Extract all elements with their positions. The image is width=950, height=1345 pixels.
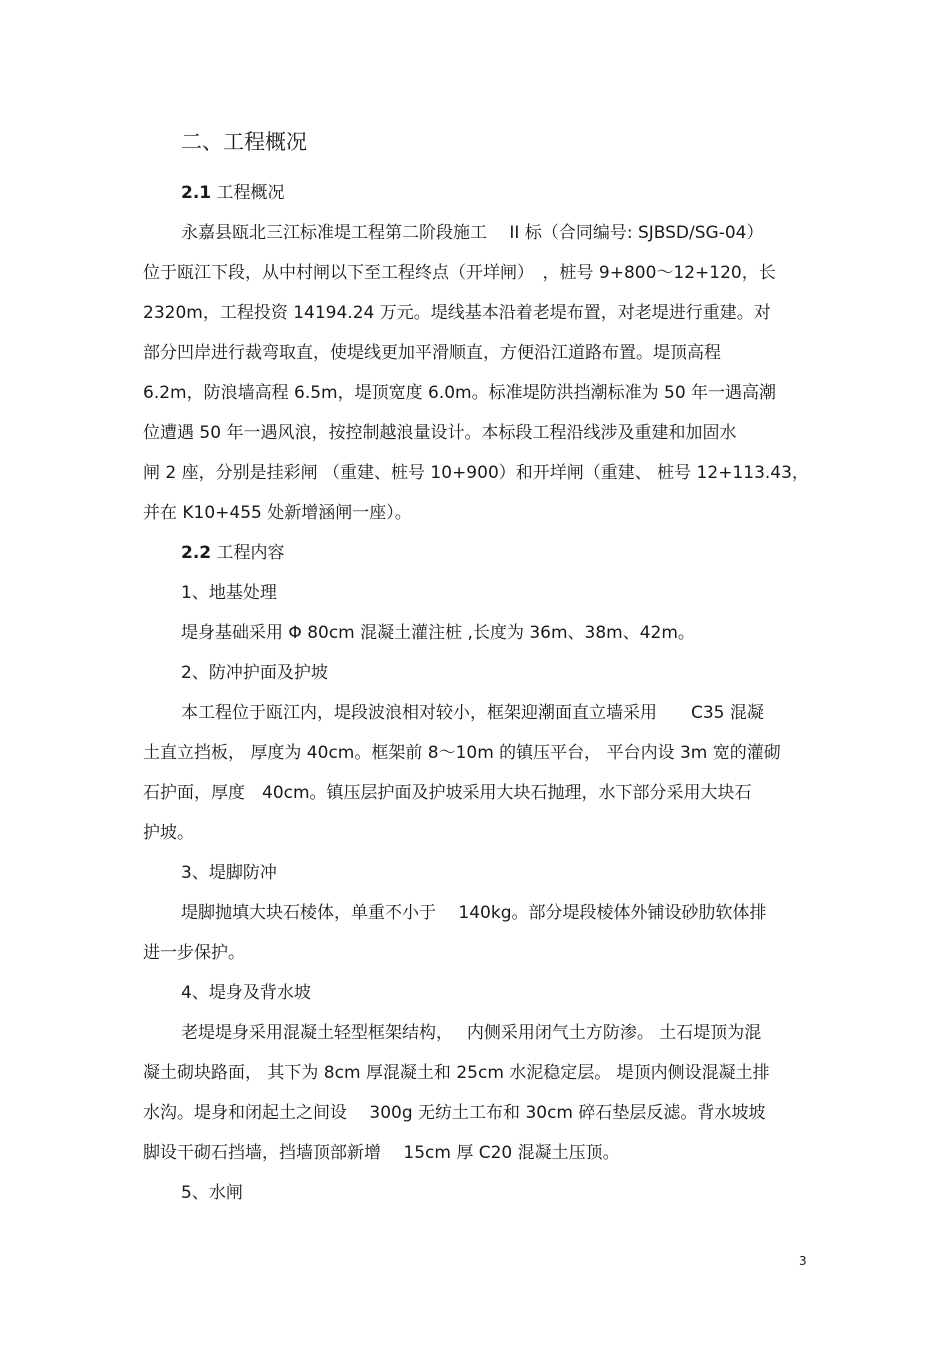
paragraph-line: 部分凹岸进行裁弯取直，使堤线更加平滑顺直，方便沿江道路布置。堤顶高程 [143,343,721,363]
paragraph-line: 堤身基础采用 Φ 80cm 混凝土灌注桩 ,长度为 36m、38m、42m。 [181,623,695,643]
page-number: 3 [799,1254,807,1268]
item-heading: 1、地基处理 [181,583,277,603]
paragraph-line: 6.2m，防浪墙高程 6.5m，堤顶宽度 6.0m。标准堤防洪挡潮标准为 50 年一遇高潮 [143,383,777,403]
subsection-2-1-heading [181,182,285,204]
paragraph-line: 位于瓯江下段，从中村闸以下至工程终点（开垟闸） ，桩号 9+800～12+120，长 [143,263,776,283]
paragraph-line: 永嘉县瓯北三江标准堤工程第二阶段施工 II 标（合同编号: SJBSD/SG-04） [181,223,764,243]
paragraph-line: 水沟。堤身和闭起土之间设 300g 无纺土工布和 30cm 碎石垫层反滤。背水坡坡 [143,1103,766,1123]
subsection-number: 2.1 [181,183,212,203]
paragraph-line: 老堤堤身采用混凝土轻型框架结构， 内侧采用闭气土方防渗。 土石堤顶为混 [181,1023,762,1043]
paragraph-line: 2320m，工程投资 14194.24 万元。堤线基本沿着老堤布置，对老堤进行重建。对 [143,303,771,323]
paragraph-line: 闸 2 座，分别是挂彩闸 （重建、桩号 10+900）和开垟闸（重建、 桩号 12+113.43， [143,463,809,483]
paragraph-line: 位遭遇 50 年一遇风浪，按控制越浪量设计。本标段工程沿线涉及重建和加固水 [143,423,737,443]
paragraph-line: 护坡。 [143,823,194,843]
paragraph-line: 进一步保护。 [143,943,245,963]
paragraph-line: 并在 K10+455 处新增涵闸一座）。 [143,503,412,523]
item-heading: 2、防冲护面及护坡 [181,663,328,683]
paragraph-line: 脚设干砌石挡墙，挡墙顶部新增 15cm 厚 C20 混凝土压顶。 [143,1143,620,1163]
item-heading: 4、堤身及背水坡 [181,983,311,1003]
paragraph-line: 石护面，厚度 40cm。镇压层护面及护坡采用大块石抛理，水下部分采用大块石 [143,783,752,803]
subsection-title: 工程概况 [216,183,285,203]
paragraph-line: 本工程位于瓯江内，堤段波浪相对较小，框架迎潮面直立墙采用 C35 混凝 [181,703,764,723]
section-title: 二、工程概况 [181,130,307,154]
paragraph-line: 土直立挡板， 厚度为 40cm。框架前 8～10m 的镇压平台， 平台内设 3m 宽的灌砌 [143,743,781,763]
item-heading: 5、水闸 [181,1183,243,1203]
paragraph-line: 凝土砌块路面， 其下为 8cm 厚混凝土和 25cm 水泥稳定层。 堤顶内侧设混凝土排 [143,1063,770,1083]
paragraph-line: 堤脚抛填大块石棱体，单重不小于 140kg。部分堤段棱体外铺设砂肋软体排 [181,903,767,923]
subsection-number: 2.2 [181,543,212,563]
subsection-title: 工程内容 [216,543,285,563]
item-heading: 3、堤脚防冲 [181,863,277,883]
subsection-2-2-heading [181,542,285,564]
